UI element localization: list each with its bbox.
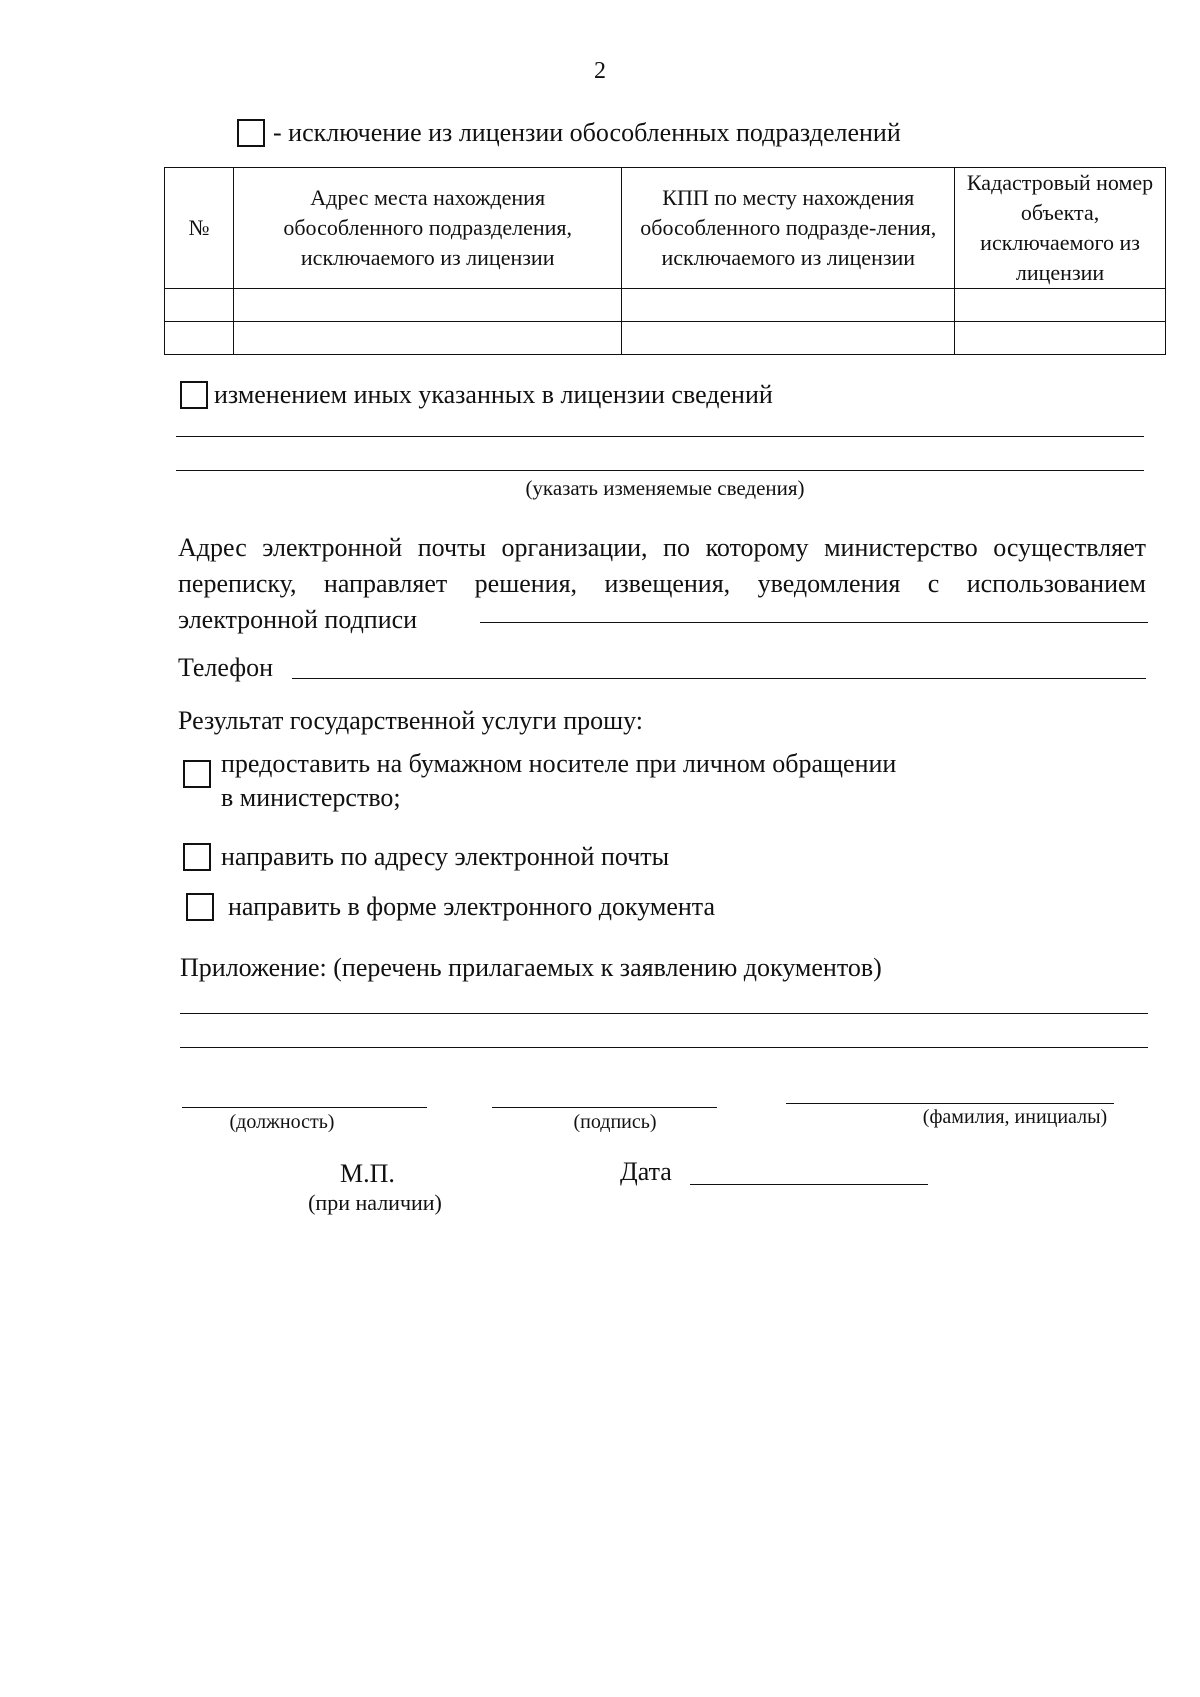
other-changes-label: изменением иных указанных в лицензии сведений (214, 380, 773, 409)
attachment-label: Приложение: (перечень прилагаемых к заявлению документов) (180, 953, 882, 982)
table-cell[interactable] (165, 289, 234, 322)
edoc-label: направить в форме электронного документа (228, 892, 715, 921)
edoc-checkbox[interactable] (186, 893, 214, 921)
table-cell[interactable] (165, 322, 234, 355)
column-header-kpp: КПП по месту нахождения обособленного подразде-ления, исключаемого из лицензии (622, 168, 955, 289)
email-text: Адрес электронной почты организации, по которому министерство осуществляет переписку, направляет решения, извещения, уведомления с использованием электронной подписи (178, 533, 1146, 634)
other-changes-line-1[interactable] (176, 436, 1144, 437)
stamp-label: М.П. (340, 1159, 395, 1188)
column-header-number: № (165, 168, 234, 289)
result-option-email (183, 841, 669, 873)
position-caption: (должность) (229, 1111, 335, 1133)
column-header-address: Адрес места нахождения обособленного подразделения, исключаемого из лицензии (233, 168, 622, 289)
other-changes-line-2[interactable] (176, 470, 1144, 471)
signature-line[interactable] (492, 1107, 717, 1108)
phone-input-line[interactable] (292, 678, 1146, 679)
table-cell[interactable] (622, 322, 955, 355)
paper-checkbox[interactable] (183, 760, 211, 788)
stamp-note: (при наличии) (308, 1190, 442, 1215)
exclusion-row (237, 117, 901, 149)
name-line[interactable] (786, 1103, 1114, 1104)
result-heading: Результат государственной услуги прошу: (178, 706, 644, 735)
table-cell[interactable] (955, 322, 1166, 355)
date-input-line[interactable] (690, 1184, 928, 1185)
attachment-line-2[interactable] (180, 1047, 1148, 1048)
page-number: 2 (594, 58, 606, 84)
table-cell[interactable] (622, 289, 955, 322)
email-input-line[interactable] (480, 622, 1148, 623)
table-row (165, 322, 1166, 355)
paper-label-line2: в министерство; (221, 783, 401, 812)
attachment-line-1[interactable] (180, 1013, 1148, 1014)
exclusion-table (164, 167, 1166, 355)
phone-label: Телефон (178, 653, 274, 682)
other-changes-checkbox[interactable] (180, 381, 208, 409)
result-option-edoc (186, 891, 715, 923)
exclusion-label: - исключение из лицензии обособленных подразделений (273, 118, 901, 147)
table-row (165, 289, 1166, 322)
other-changes-row (180, 379, 773, 411)
paper-label-line1: предоставить на бумажном носителе при личном обращении (221, 749, 897, 778)
signature-caption: (подпись) (573, 1111, 657, 1133)
email-result-label: направить по адресу электронной почты (221, 842, 670, 871)
name-caption: (фамилия, инициалы) (922, 1106, 1108, 1128)
position-line[interactable] (182, 1107, 427, 1108)
column-header-cadastral: Кадастровый номер объекта, исключаемого из лицензии (955, 168, 1166, 289)
table-cell[interactable] (233, 289, 622, 322)
exclusion-checkbox[interactable] (237, 119, 265, 147)
table-cell[interactable] (955, 289, 1166, 322)
other-changes-caption: (указать изменяемые сведения) (525, 476, 805, 500)
date-label: Дата (620, 1157, 672, 1186)
table-cell[interactable] (233, 322, 622, 355)
email-result-checkbox[interactable] (183, 843, 211, 871)
